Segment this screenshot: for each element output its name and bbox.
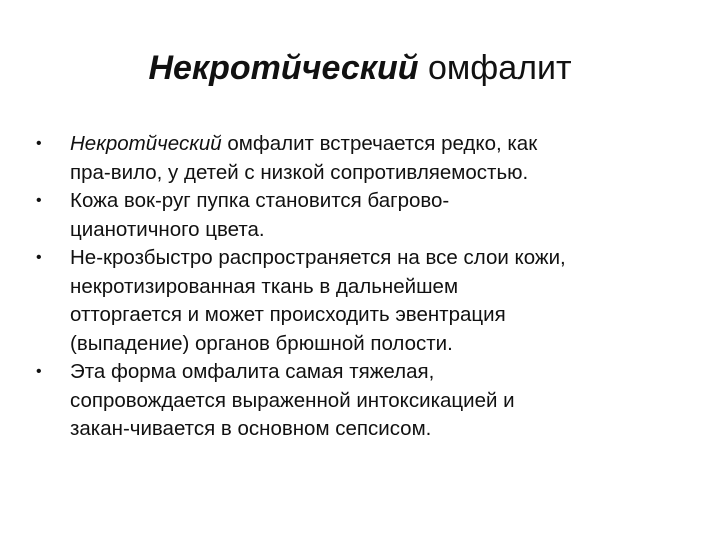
bullet-emphasis: Некротйческий xyxy=(70,132,222,155)
bullet-marker: • xyxy=(36,192,42,209)
bullet-marker: • xyxy=(36,249,42,266)
bullet-text: Не-крозбыстро распространяется на все слои кожи, некротизированная ткань в дальнейшем отторгается и может происходить эвентрация (выпадение) органов брюшной полости. xyxy=(70,246,566,355)
bullet-text: Кожа вок-руг пупка становится багрово- цианотичного цвета. xyxy=(70,189,450,241)
bullet-text: омфалит встречается редко, как пра-вило, у детей с низкой сопротивляемостью. xyxy=(70,132,538,184)
bullet-list xyxy=(36,130,676,444)
slide-title-emphasis: Некротйческий xyxy=(148,49,419,87)
slide-title xyxy=(0,46,720,90)
slide-title-rest: омфалит xyxy=(418,49,572,87)
bullet-item xyxy=(36,130,676,187)
bullet-item xyxy=(36,358,676,444)
bullet-marker: • xyxy=(36,135,42,152)
bullet-item xyxy=(36,244,676,358)
bullet-text: Эта форма омфалита самая тяжелая, сопровождается выраженной интоксикацией и закан-чивается в основном сепсисом. xyxy=(70,360,515,440)
bullet-marker: • xyxy=(36,363,42,380)
bullet-item xyxy=(36,187,676,244)
